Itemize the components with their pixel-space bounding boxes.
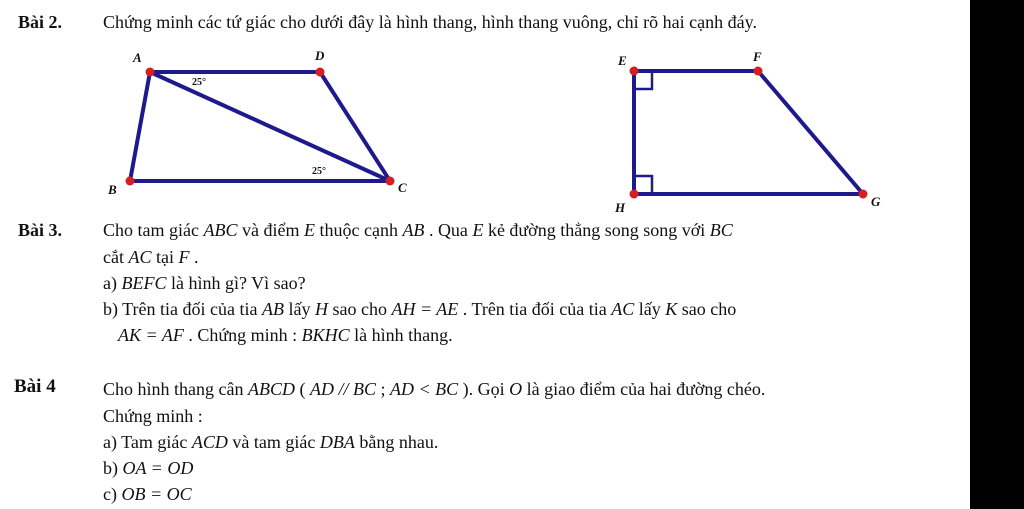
point-b (126, 177, 135, 186)
bai4-question-c: c) OB = OC (103, 484, 192, 504)
bai4-line1: Cho hình thang cân ABCD ( AD // BC ; AD < BC ). Gọi O là giao điểm của hai đường chéo. (103, 379, 766, 399)
label-g: G (871, 194, 881, 209)
point-c (386, 177, 395, 186)
bai3-question-b-line1: b) Trên tia đối của tia AB lấy H sao cho AH = AE . Trên tia đối của tia AC lấy K sao cho (103, 299, 737, 319)
label-h: H (615, 200, 626, 215)
bai3-question-b-line2: AK = AF . Chứng minh : BKHC là hình thang. (118, 325, 453, 345)
angle-dac-label: 25° (192, 77, 206, 88)
right-trapezoid-efgh-figure (605, 45, 895, 220)
label-d: D (315, 48, 325, 63)
point-h (630, 190, 639, 199)
point-f (754, 67, 763, 76)
label-b: B (108, 182, 117, 197)
bai4-question-b: b) OA = OD (103, 458, 194, 478)
point-e (630, 67, 639, 76)
bai2-text: Chứng minh các tứ giác cho dưới đây là hình thang, hình thang vuông, chỉ rõ hai cạnh đáy. (103, 12, 757, 32)
bai3-label: Bài 3. (18, 220, 63, 240)
quadrilateral-efgh (634, 71, 863, 194)
point-d (316, 68, 325, 77)
label-f: F (753, 49, 762, 64)
bai3-line1: Cho tam giác ABC và điểm E thuộc cạnh AB . Qua E kẻ đường thẳng song song với BC (103, 220, 733, 240)
label-a: A (133, 50, 142, 65)
trapezoid-abcd-figure (100, 45, 420, 210)
bai4-label: Bài 4 (14, 376, 56, 397)
bai3-line2: cắt AC tại F . (103, 247, 199, 267)
label-c: C (398, 180, 407, 195)
label-e: E (618, 53, 627, 68)
point-g (859, 190, 868, 199)
angle-acb-label: 25° (312, 166, 326, 177)
bai2-label: Bài 2. (18, 12, 63, 32)
bai3-question-a: a) BEFC là hình gì? Vì sao? (103, 273, 306, 293)
bai4-line2: Chứng minh : (103, 406, 203, 426)
bai4-question-a: a) Tam giác ACD và tam giác DBA bằng nhau. (103, 432, 439, 452)
point-a (146, 68, 155, 77)
